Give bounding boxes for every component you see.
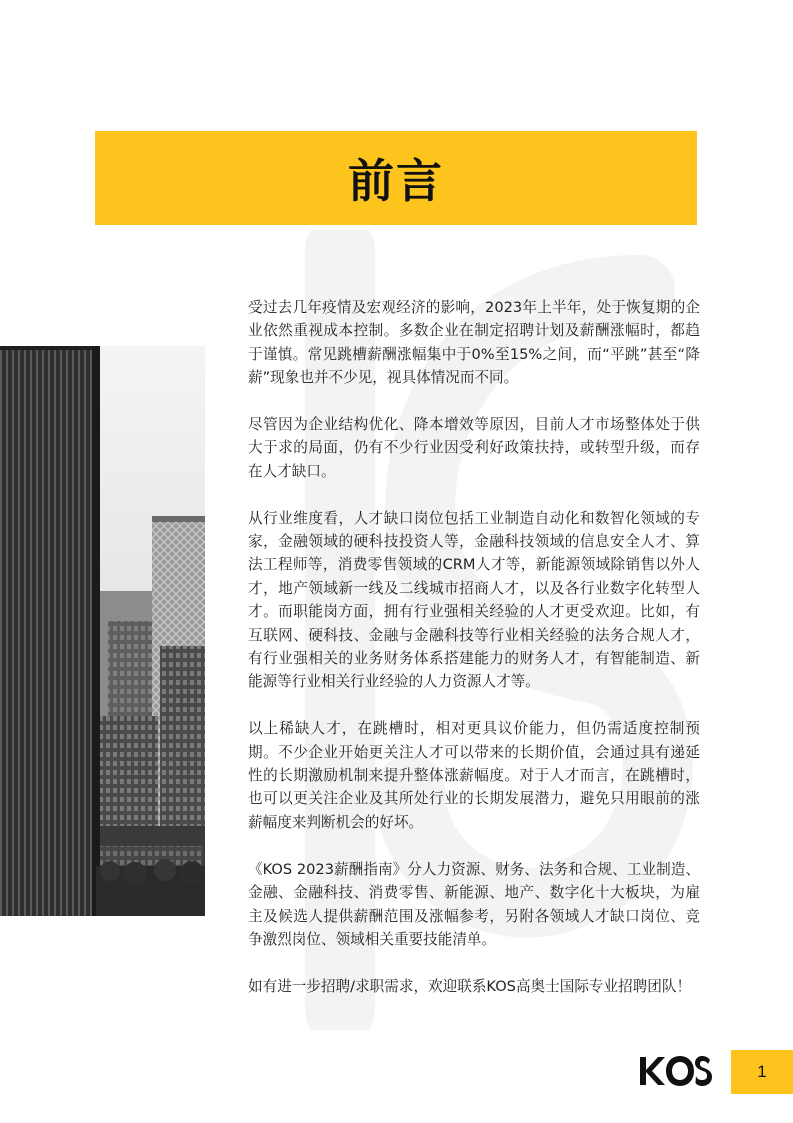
paragraph: 从行业维度看，人才缺口岗位包括工业制造自动化和数智化领域的专家，金融领域的硬科技投资人等，金融科技领域的信息安全人才、算法工程师等，消费零售领域的CRM人才等，新能源领域除销售以外人才，地产领域新一线及二线城市招商人才，以及各行业数字化转型人才。而职能岗方面，拥有行业强相关经验的人才更受欢迎。比如，有互联网、硬科技、金融与金融科技等行业相关经验的法务合规人才，有行业强相关的业务财务体系搭建能力的财务人才，有智能制造、新能源等行业相关行业经验的人力资源人才等。 bbox=[248, 509, 700, 691]
page-number: 1 bbox=[757, 1062, 767, 1081]
page-title: 前言 bbox=[348, 154, 444, 208]
kos-logo bbox=[640, 1053, 712, 1089]
city-skyscrapers-photo bbox=[0, 346, 205, 916]
paragraph: 以上稀缺人才，在跳槽时，相对更具议价能力，但仍需适度控制预期。不少企业开始更关注人才可以带来的长期价值，会通过具有递延性的长期激励机制来提升整体涨薪幅度。对于人才而言，在跳槽时，也可以更关注企业及其所处行业的长期发展潜力，避免只用眼前的涨薪幅度来判断机会的好坏。 bbox=[248, 720, 700, 831]
title-banner bbox=[95, 131, 697, 225]
paragraph: 如有进一步招聘/求职需求，欢迎联系KOS高奥士国际专业招聘团队！ bbox=[248, 977, 692, 995]
page-number-badge bbox=[731, 1050, 793, 1094]
paragraph: 尽管因为企业结构优化、降本增效等原因，目前人才市场整体处于供大于求的局面，仍有不少行业因受利好政策扶持，或转型升级，而存在人才缺口。 bbox=[248, 416, 700, 480]
preface-body bbox=[248, 296, 700, 1022]
paragraph: 《KOS 2023薪酬指南》分人力资源、财务、法务和合规、工业制造、金融、金融科技、消费零售、新能源、地产、数字化十大板块，为雇主及候选人提供薪酬范围及涨幅参考，另附各领域人才缺口岗位、竞争激烈岗位、领域相关重要技能清单。 bbox=[248, 860, 700, 948]
paragraph: 受过去几年疫情及宏观经济的影响，2023年上半年，处于恢复期的企业依然重视成本控制。多数企业在制定招聘计划及薪酬涨幅时，都趋于谨慎。常见跳槽薪酬涨幅集中于0%至15%之间，而“平跳”甚至“降薪”现象也并不少见，视具体情况而不同。 bbox=[248, 299, 700, 387]
